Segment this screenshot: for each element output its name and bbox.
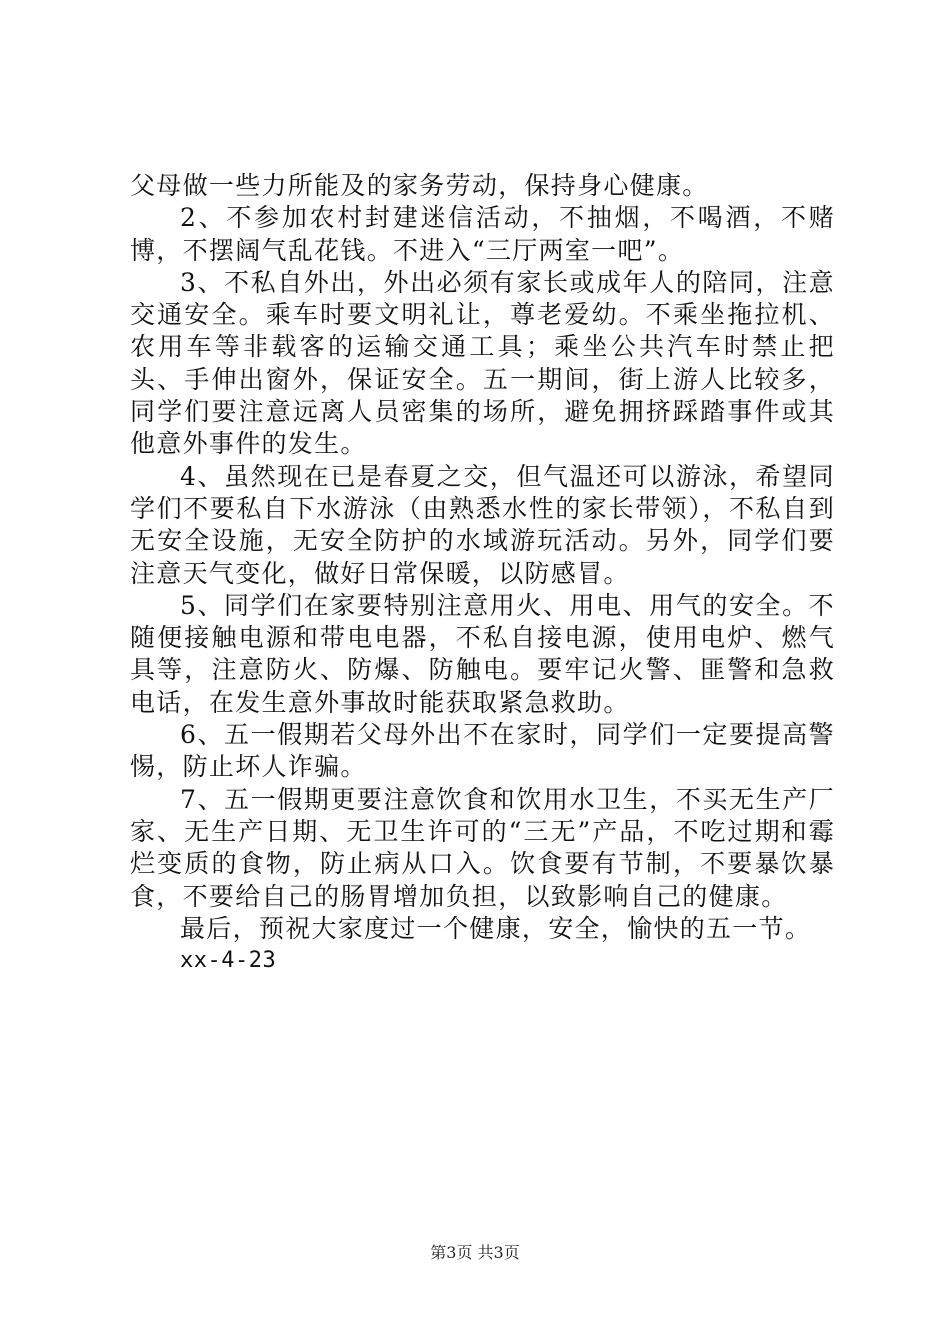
- paragraph-continuation: 父母做一些力所能及的家务劳动，保持身心健康。: [130, 171, 709, 200]
- paragraph-item-5: 5、同学们在家要特别注意用火、用电、用气的安全。不随便接触电源和带电电器，不私自接电源，使用电炉、燃气具等，注意防火、防爆、防触电。要牢记火警、匪警和急救电话，在发生意外事故时能获取紧急救助。: [130, 590, 835, 717]
- paragraph-item-4: 4、虽然现在已是春夏之交，但气温还可以游泳，希望同学们不要私自下水游泳（由熟悉水性的家长带领），不私自到无安全设施，无安全防护的水域游玩活动。另外，同学们要注意天气变化，做好日常保暖，以防感冒。: [130, 461, 835, 588]
- page-number-footer: 第3页 共3页: [430, 1243, 520, 1262]
- closing-paragraph: 最后，预祝大家度过一个健康，安全，愉快的五一节。: [180, 913, 812, 943]
- paragraph-item-3: 3、不私自外出，外出必须有家长或成年人的陪同，注意交通安全。乘车时要文明礼让，尊老爱幼。不乘坐拖拉机、农用车等非载客的运输交通工具；乘坐公共汽车时禁止把头、手伸出窗外，保证安全。五一期间，街上游人比较多，同学们要注意远离人员密集的场所，避免拥挤踩踏事件或其他意外事件的发生。: [130, 267, 835, 459]
- document-body: [130, 170, 835, 977]
- document-date: xx-4-23: [180, 948, 277, 974]
- paragraph-item-2: 2、不参加农村封建迷信活动，不抽烟，不喝酒，不赌博，不摆阔气乱花钱。不进入“三厅两室一吧”。: [130, 203, 835, 265]
- paragraph-item-6: 6、五一假期若父母外出不在家时，同学们一定要提高警惕，防止坏人诈骗。: [130, 720, 835, 782]
- paragraph-item-7: 7、五一假期更要注意饮食和饮用水卫生，不买无生产厂家、无生产日期、无卫生许可的“三无”产品，不吃过期和霉烂变质的食物，防止病从口入。饮食要有节制，不要暴饮暴食，不要给自己的肠胃增加负担，以致影响自己的健康。: [130, 784, 835, 911]
